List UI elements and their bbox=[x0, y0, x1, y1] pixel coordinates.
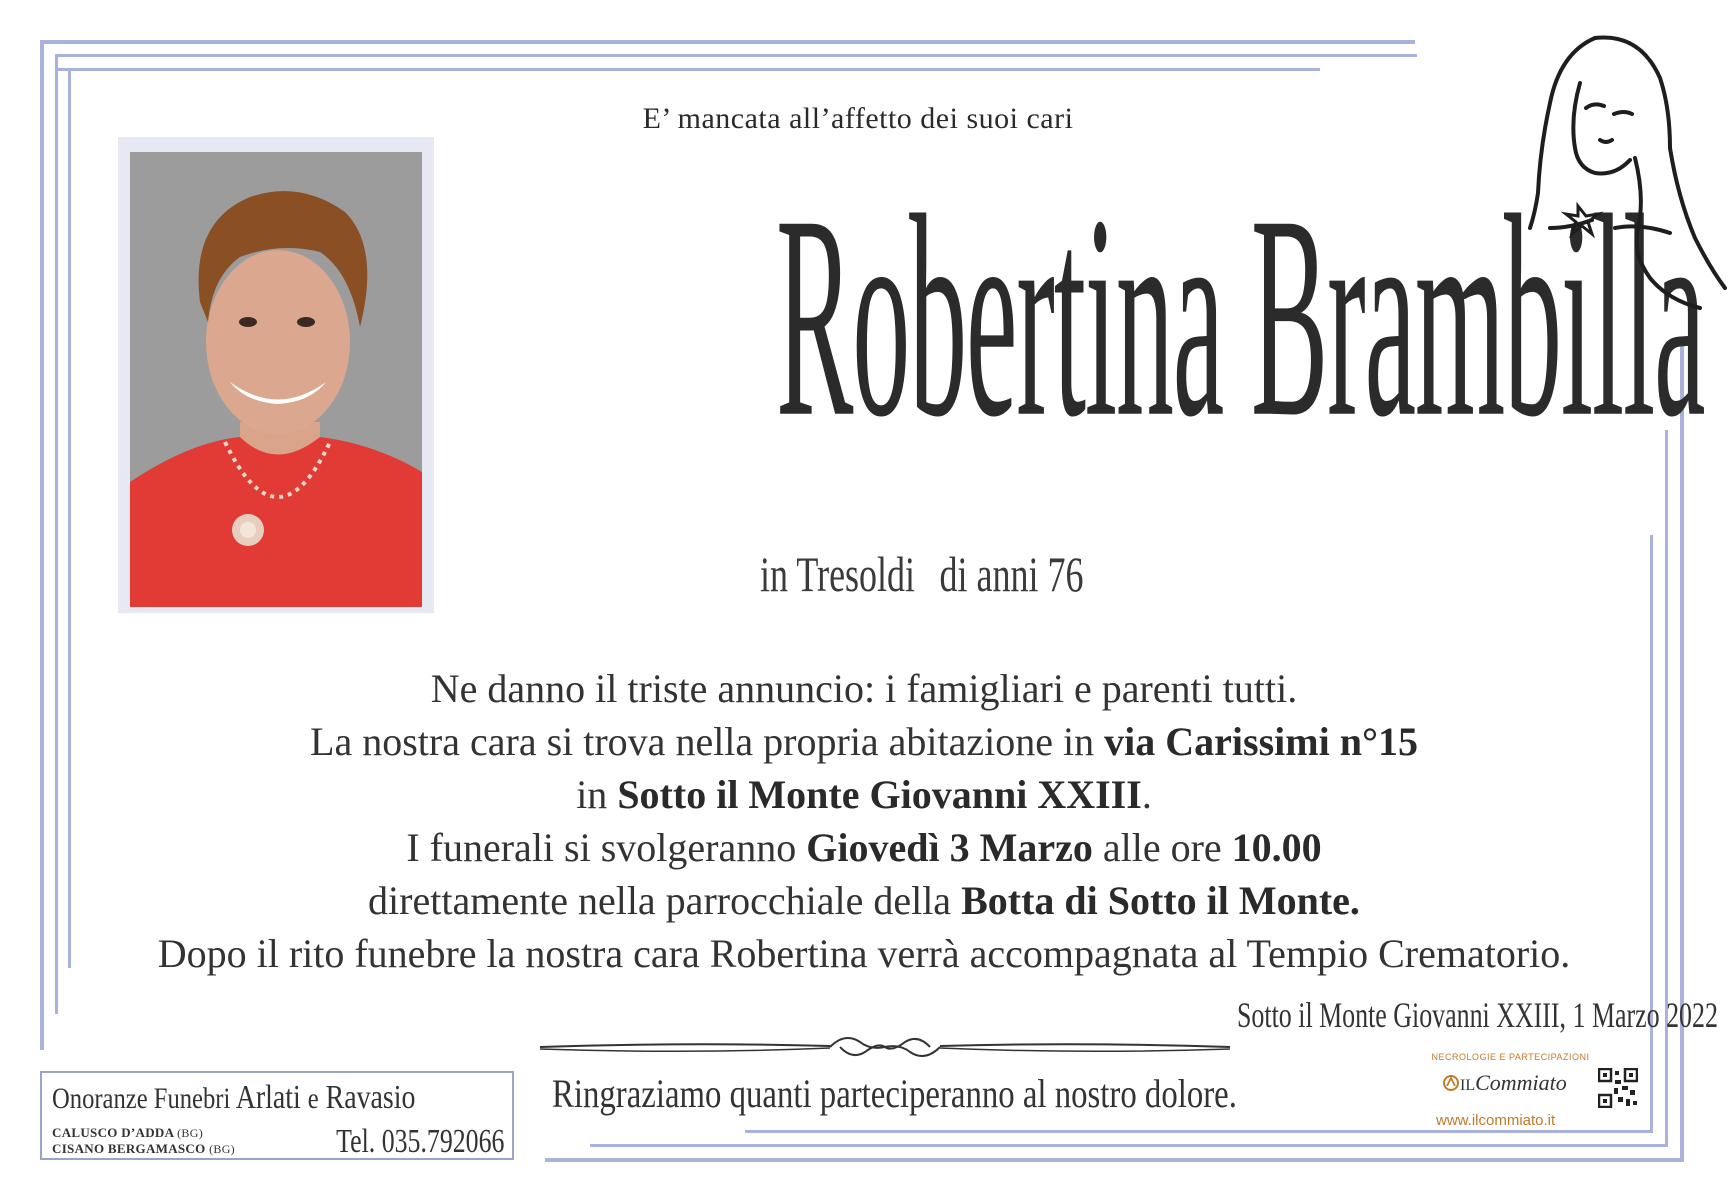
badge-url: www.ilcommiato.it bbox=[1436, 1112, 1556, 1129]
announcement-line: I funerali si svolgeranno Giovedì 3 Marzo alle ore 10.00 bbox=[406, 825, 1322, 870]
flourish-divider-icon bbox=[540, 1030, 1230, 1064]
place-date: Sotto il Monte Giovanni XXIII, 1 Marzo 2022 bbox=[1237, 995, 1718, 1035]
frame-line bbox=[40, 40, 44, 1050]
age-text: di anni 76 bbox=[939, 546, 1084, 602]
funeral-home-name: Onoranze Funebri Arlati e Ravasio bbox=[52, 1079, 416, 1116]
deceased-name: Robertina Brambilla bbox=[776, 157, 1705, 478]
announcement-line: direttamente nella parrocchiale della Botta di Sotto il Monte. bbox=[368, 878, 1360, 923]
qr-code-icon bbox=[1598, 1068, 1638, 1108]
announcement-line: Dopo il rito funebre la nostra cara Robertina verrà accompagnata al Tempio Crematorio. bbox=[157, 931, 1571, 976]
married-name: in Tresoldi bbox=[760, 546, 916, 602]
announcement-line: in Sotto il Monte Giovanni XXIII. bbox=[576, 772, 1152, 817]
frame-line bbox=[545, 1158, 1684, 1162]
madonna-line-drawing-icon bbox=[1520, 28, 1728, 328]
il-commiato-badge bbox=[1428, 1052, 1643, 1134]
funeral-home-city: CALUSCO D’ADDA (BG) bbox=[52, 1125, 204, 1140]
funeral-home-phone: Tel. 035.792066 bbox=[335, 1123, 504, 1160]
intro-text: E’ mancata all’affetto dei suoi cari bbox=[642, 102, 1074, 135]
married-name-age bbox=[760, 545, 1260, 615]
announcement-line: La nostra cara si trova nella propria abitazione in via Carissimi n°15 bbox=[310, 719, 1418, 764]
il-commiato-logo-icon: ILCommiato bbox=[1442, 1070, 1567, 1096]
funeral-home-box bbox=[40, 1071, 514, 1160]
frame-line bbox=[590, 1144, 1668, 1147]
funeral-home-city: CISANO BERGAMASCO (BG) bbox=[52, 1141, 235, 1156]
announcement-text bbox=[50, 662, 1678, 980]
badge-tagline: NECROLOGIE E PARTECIPAZIONI bbox=[1431, 1052, 1590, 1062]
thanks-text: Ringraziamo quanti parteciperanno al nostro dolore. bbox=[552, 1071, 1237, 1116]
portrait-photo bbox=[130, 152, 422, 607]
announcement-line: Ne danno il triste annuncio: i famigliari e parenti tutti. bbox=[430, 666, 1298, 711]
